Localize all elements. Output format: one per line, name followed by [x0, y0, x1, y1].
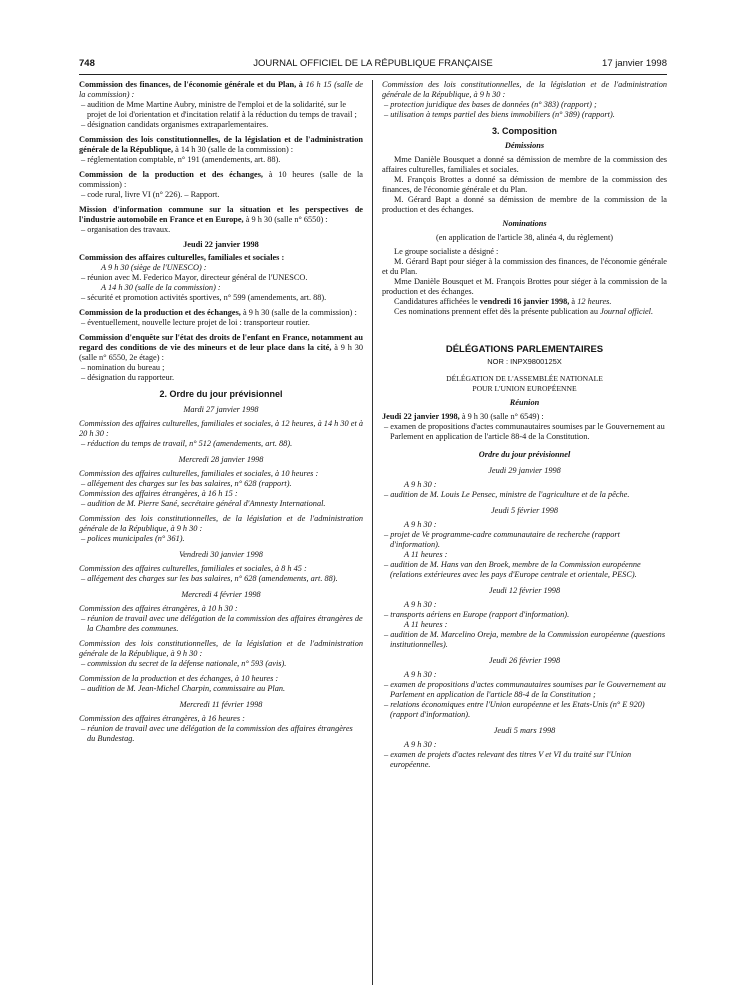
schedule-day: Mercredi 11 février 1998 Commission des affaires étrangères, à 16 heures : – réunion de travail avec une délégation de la commission des affaires étrangères du Bundestag. [79, 700, 353, 743]
reunion-line: Jeudi 22 janvier 1998, à 9 h 30 (salle n° 6549) : [382, 412, 544, 421]
nor-reference: NOR : INPX9800125X [487, 357, 562, 366]
candidatures: Candidatures affichées le vendredi 16 janvier 1998, à 12 heures. [394, 297, 612, 306]
agenda-entry: Commission de la production et des échanges, à 10 heures (salle de la commission) : – code rural, livre VI (n° 226). – Rapport. [79, 170, 363, 199]
reunion-item: – examen de propositions d'actes communautaires soumises par le Gouvernement au Parlement en application de l'article 88-4 de la Constitution. [384, 422, 665, 441]
schedule-day: Mercredi 4 février 1998 Commission des affaires étrangères, à 10 h 30 : – réunion de travail avec une délégation de la commission des affaires étrangères de la Chambre des communes. Commission des lois constitutionnelles, de la législation et de l'administration générale de la République, à 9 h 30 : – commission du secret de la défense nationale, n° 593 (avis). Commission de la production et des échanges, à 10 heures : – audition de M. Jean-Michel Charpin, commissaire au Plan. [79, 590, 363, 693]
paragraph: M. François Brottes a donné sa démission de membre de la commission des finances, de l'économie générale et du Plan. [382, 175, 667, 194]
paragraph: M. Gérard Bapt pour siéger à la commission des finances, de l'économie générale et du Plan. [382, 257, 667, 276]
section-title: 3. Composition [492, 126, 557, 136]
agenda-entry: Commission d'enquête sur l'état des droits de l'enfant en France, notamment au regard des conditions de vie des mineurs et de leur place dans la cité, à 9 h 30 (salle n° 6550, 2e étage) : – nomination du bureau ; – désignation du rapporteur. [79, 333, 363, 382]
journal-title: JOURNAL OFFICIEL DE LA RÉPUBLIQUE FRANÇAISE [253, 58, 493, 69]
schedule-day: Jeudi 29 janvier 1998 A 9 h 30 : – audition de M. Louis Le Pensec, ministre de l'agriculture et de la pêche. [384, 466, 630, 499]
delegation-name: POUR L'UNION EUROPÉENNE [472, 384, 577, 393]
schedule-continuation: Commission des lois constitutionnelles, de la législation et de l'administration générale de la République, à 9 h 30 : – protection juridique des bases de données (n° 383) (rapport) ; – utilisation à temps partiel des biens immobiliers (n° 389) (rapport). [382, 80, 667, 119]
paragraph: Le groupe socialiste a désigné : [394, 247, 499, 256]
schedule-day: Mercredi 28 janvier 1998 Commission des affaires culturelles, familiales et sociales, à 10 heures : – allégement des charges sur les bas salaires, n° 628 (rapport). Commission des affaires étrangères, à 16 h 15 : – audition de M. Pierre Sané, secrétaire général d'Amnesty International. Commission des lois constitutionnelles, de la législation et de l'administration générale de la République, à 9 h 30 : – polices municipales (n° 361). [79, 455, 363, 543]
schedule-day: Jeudi 5 février 1998 A 9 h 30 : – projet de Ve programme-cadre communautaire de recherche (rapport d'information). A 11 heures : – audition de M. Hans van den Broek, membre de la Commission européenne (relations extérieures avec les pays d'Europe centrale et orientale, PESC). [384, 506, 641, 579]
column-separator [372, 80, 373, 985]
schedule-day: Jeudi 26 février 1998 A 9 h 30 : – examen de propositions d'actes communautaires soumises par le Gouvernement au Parlement en application de l'article 88-4 de la Constitution ; – relations économiques entre l'Union européenne et les Etats-Unis (n° E 920) (rapport d'information). [384, 656, 666, 719]
issue-date: 17 janvier 1998 [602, 58, 667, 69]
effet: Ces nominations prennent effet dès la présente publication au Journal officiel. [394, 307, 654, 316]
header-rule [79, 74, 667, 75]
agenda-entry: Mission d'information commune sur la situation et les perspectives de l'industrie automobile en France et en Europe, à 9 h 30 (salle n° 6550) : – organisation des travaux. [79, 205, 363, 234]
agenda-entry: Commission des lois constitutionnelles, de la législation et de l'administration générale de la République, à 14 h 30 (salle de la commission) : – réglementation comptable, n° 191 (amendements, art. 88). [79, 135, 363, 164]
agenda-entry: Commission des finances, de l'économie générale et du Plan, à 16 h 15 (salle de la commission) : – audition de Mme Martine Aubry, ministre de l'emploi et de la solidarité, sur le projet de loi d'orientation et d'incitation relatif à la réduction du temps de travail ; – désignation candidats organismes extraparlementaires. [79, 80, 363, 129]
paragraph: Mme Danièle Bousquet et M. François Brottes pour siéger à la commission de la production et des échanges. [382, 277, 667, 296]
agenda-entry: Commission des affaires culturelles, familiales et sociales : A 9 h 30 (siège de l'UNESCO) : – réunion avec M. Federico Mayor, directeur général de l'UNESCO. A 14 h 30 (salle de la commission) : – sécurité et promotion activités sportives, n° 599 (amendements, art. 88). [79, 253, 327, 302]
section-title: 2. Ordre du jour prévisionnel [159, 389, 283, 399]
nominations-heading: Nominations [502, 219, 547, 228]
nominations-subtitle: (en application de l'article 38, alinéa 4, du règlement) [435, 233, 614, 242]
delegations-title: DÉLÉGATIONS PARLEMENTAIRES [445, 344, 604, 355]
schedule-day: Jeudi 5 mars 1998 A 9 h 30 : – examen de projets d'actes relevant des titres V et VI du traité sur l'Union européenne. [384, 726, 632, 769]
right-column [382, 80, 667, 770]
paragraph: M. Gérard Bapt a donné sa démission de membre de la commission de la production et des échanges. [382, 195, 667, 214]
reunion-heading: Réunion [509, 398, 540, 407]
page-number: 748 [79, 58, 95, 69]
schedule-day: Jeudi 12 février 1998 A 9 h 30 : – transports aériens en Europe (rapport d'information). A 11 heures : – audition de M. Marcelino Oreja, membre de la Commission européenne (questions institutionnelles). [384, 586, 666, 649]
delegation-name: DÉLÉGATION DE L'ASSEMBLÉE NATIONALE [446, 374, 603, 383]
schedule-day: Vendredi 30 janvier 1998 Commission des affaires culturelles, familiales et sociales, à 8 h 45 : – allégement des charges sur les bas salaires, n° 628 (amendements, art. 88). [79, 550, 338, 583]
day-heading: Jeudi 22 janvier 1998 [183, 240, 259, 249]
demissions-heading: Démissions [504, 141, 545, 150]
schedule-day: Mardi 27 janvier 1998 Commission des affaires culturelles, familiales et sociales, à 12 heures, à 14 h 30 et à 20 h 30 : – réduction du temps de travail, n° 512 (amendements, art. 88). [79, 405, 363, 448]
left-column [79, 80, 363, 744]
paragraph: Mme Danièle Bousquet a donné sa démission de membre de la commission des affaires culturelles, familiales et sociales. [382, 155, 667, 174]
agenda-entry: Commission de la production et des échanges, à 9 h 30 (salle de la commission) : – éventuellement, nouvelle lecture projet de loi : transporteur routier. [79, 308, 357, 327]
page-header [79, 58, 667, 74]
ordre-heading: Ordre du jour prévisionnel [478, 450, 571, 459]
